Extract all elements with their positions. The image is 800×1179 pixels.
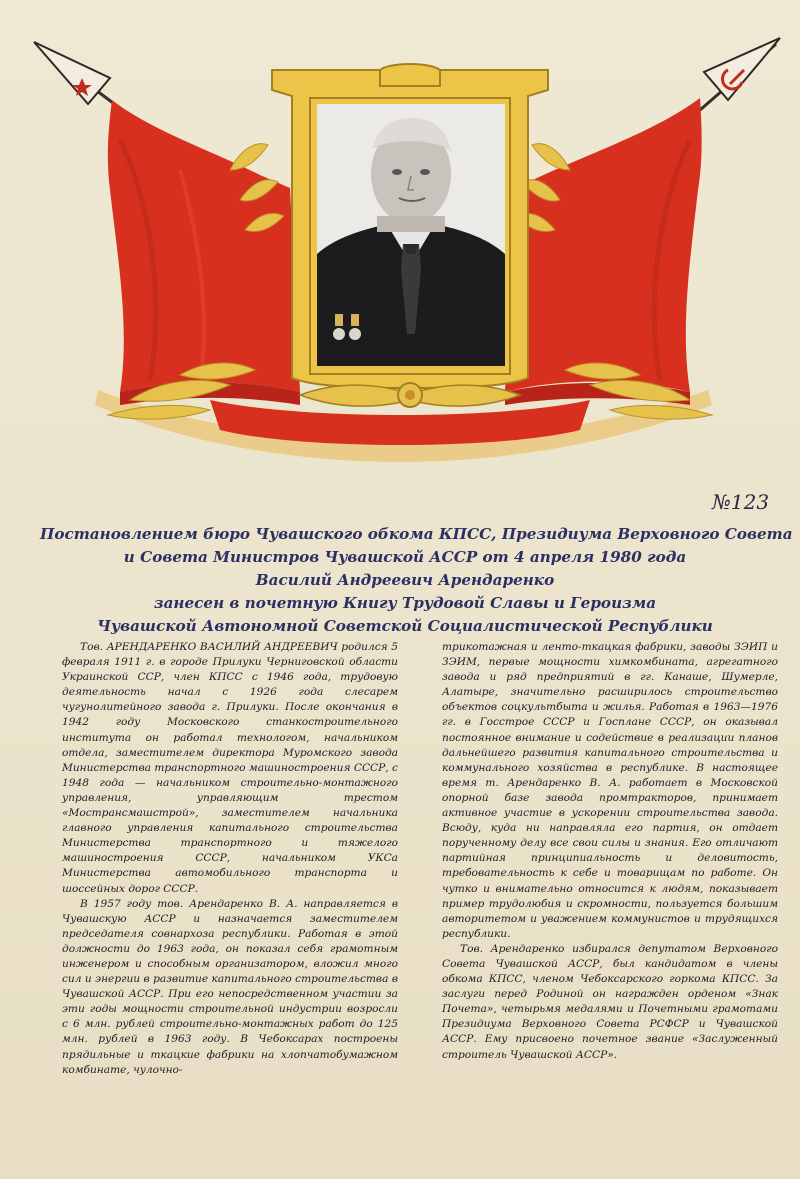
paragraph: трикотажная и ленто-ткацкая фабрики, заводы ЗЭИП и ЗЭИМ, первые мощности химкомбината, агрегатного завода и ряд предприятий в гг. Канаше, Шумерле, Алатыре, значительно расширилось строительство объектов соцкультбыта и жилья. Работая в 1963—1976 гг. в Госстрое СССР и Госплане СССР, он оказывал постоянное внимание и содействие в реализации планов дальнейшего развития капитального строительства и коммунального хозяйства в республике. В настоящее время т. Арендаренко В. А. работает в Московской опорной базе завода промтракторов, принимает активное участие в ускорении строительства завода. Всюду, куда ни направляла его партия, он отдает порученному делу все свои силы и знания. Его отличают партийная принципиальность и деловитость, требовательность к себе и товарищам по работе. Он чутко и внимательно относится к людям, показывает пример трудолюбия и скромности, пользуется большим авторитетом и уважением коммунистов и трудящихся республики. [442, 641, 778, 940]
right-red-banner [505, 98, 702, 392]
heading-line: и Совета Министров Чувашской АССР от 4 апреля 1980 года [123, 548, 687, 566]
paragraph: Тов. Арендаренко избирался депутатом Верховного Совета Чувашской АССР, был кандидатом в члены обкома КПСС, членом Чебоксарского горкома КПСС. За заслуги перед Родиной он награжден орденом «Знак Почета», четырьмя медалями и Почетными грамотами Президиума Верховного Совета РСФСР и Чувашской АССР. Ему присвоено почетное звание «Заслуженный строитель Чувашской АССР». [442, 942, 778, 1061]
portrait-photo [317, 104, 505, 366]
paragraph: В 1957 году тов. Арендаренко В. А. направляется в Чувашскую АССР и назначается заместителем председателя совнархоза республики. Работая в этой должности до 1963 года, он показал себя грамотным инженером и способным организатором, вложил много сил и энергии в развитие капитального строительства в Чувашской АССР. При его непосредственном участии за эти годы мощности строительной индустрии возросли с 6 млн. рублей строительно-монтажных работ до 125 млн. рублей в 1963 году. В Чебоксарах построены прядильные и ткацкие фабрики на хлопчатобумажном комбинате, чулочно- [62, 897, 398, 1076]
heading-line: Постановлением бюро Чувашского обкома КПСС, Президиума Верховного Совета [40, 525, 793, 543]
paragraph: Тов. АРЕНДАРЕНКО ВАСИЛИЙ АНДРЕЕВИЧ родился 5 февраля 1911 г. в городе Прилуки Черниговской области Украинской ССР, член КПСС с 1946 года, трудовую деятельность начал с 1926 года слесарем чугунолитейного завода г. Прилуки. После окончания в 1942 году Московского станкостроительного института он работал технологом, начальником отдела, заместителем директора Муромского завода Министерства транспортного машиностроения СССР, с 1948 года — начальником строительно-монтажного управления, управляющим трестом «Мострансмашстрой», заместителем начальника главного управления капитального строительства Министерства транспортного и тяжелого машиностроения СССР, начальником УКСа Министерства автомобильного транспорта и шоссейных дорог СССР. [62, 641, 398, 895]
star-spear-icon [34, 42, 110, 104]
resolution-heading [40, 523, 793, 638]
heading-line: Чувашской Автономной Советской Социалистической Республики [97, 617, 713, 635]
portrait-drawing [317, 104, 505, 366]
left-column [62, 640, 398, 1076]
heading-line: занесен в почетную Книгу Трудовой Славы и Героизма [153, 594, 657, 612]
page-number: №123 [712, 490, 770, 514]
biography-text [62, 640, 778, 1076]
heading-name-line: Василий Андреевич Арендаренко [255, 571, 555, 589]
hammer-sickle-spear-icon [704, 38, 780, 100]
flower-ornament-icon [300, 383, 520, 407]
right-column [442, 640, 778, 1060]
